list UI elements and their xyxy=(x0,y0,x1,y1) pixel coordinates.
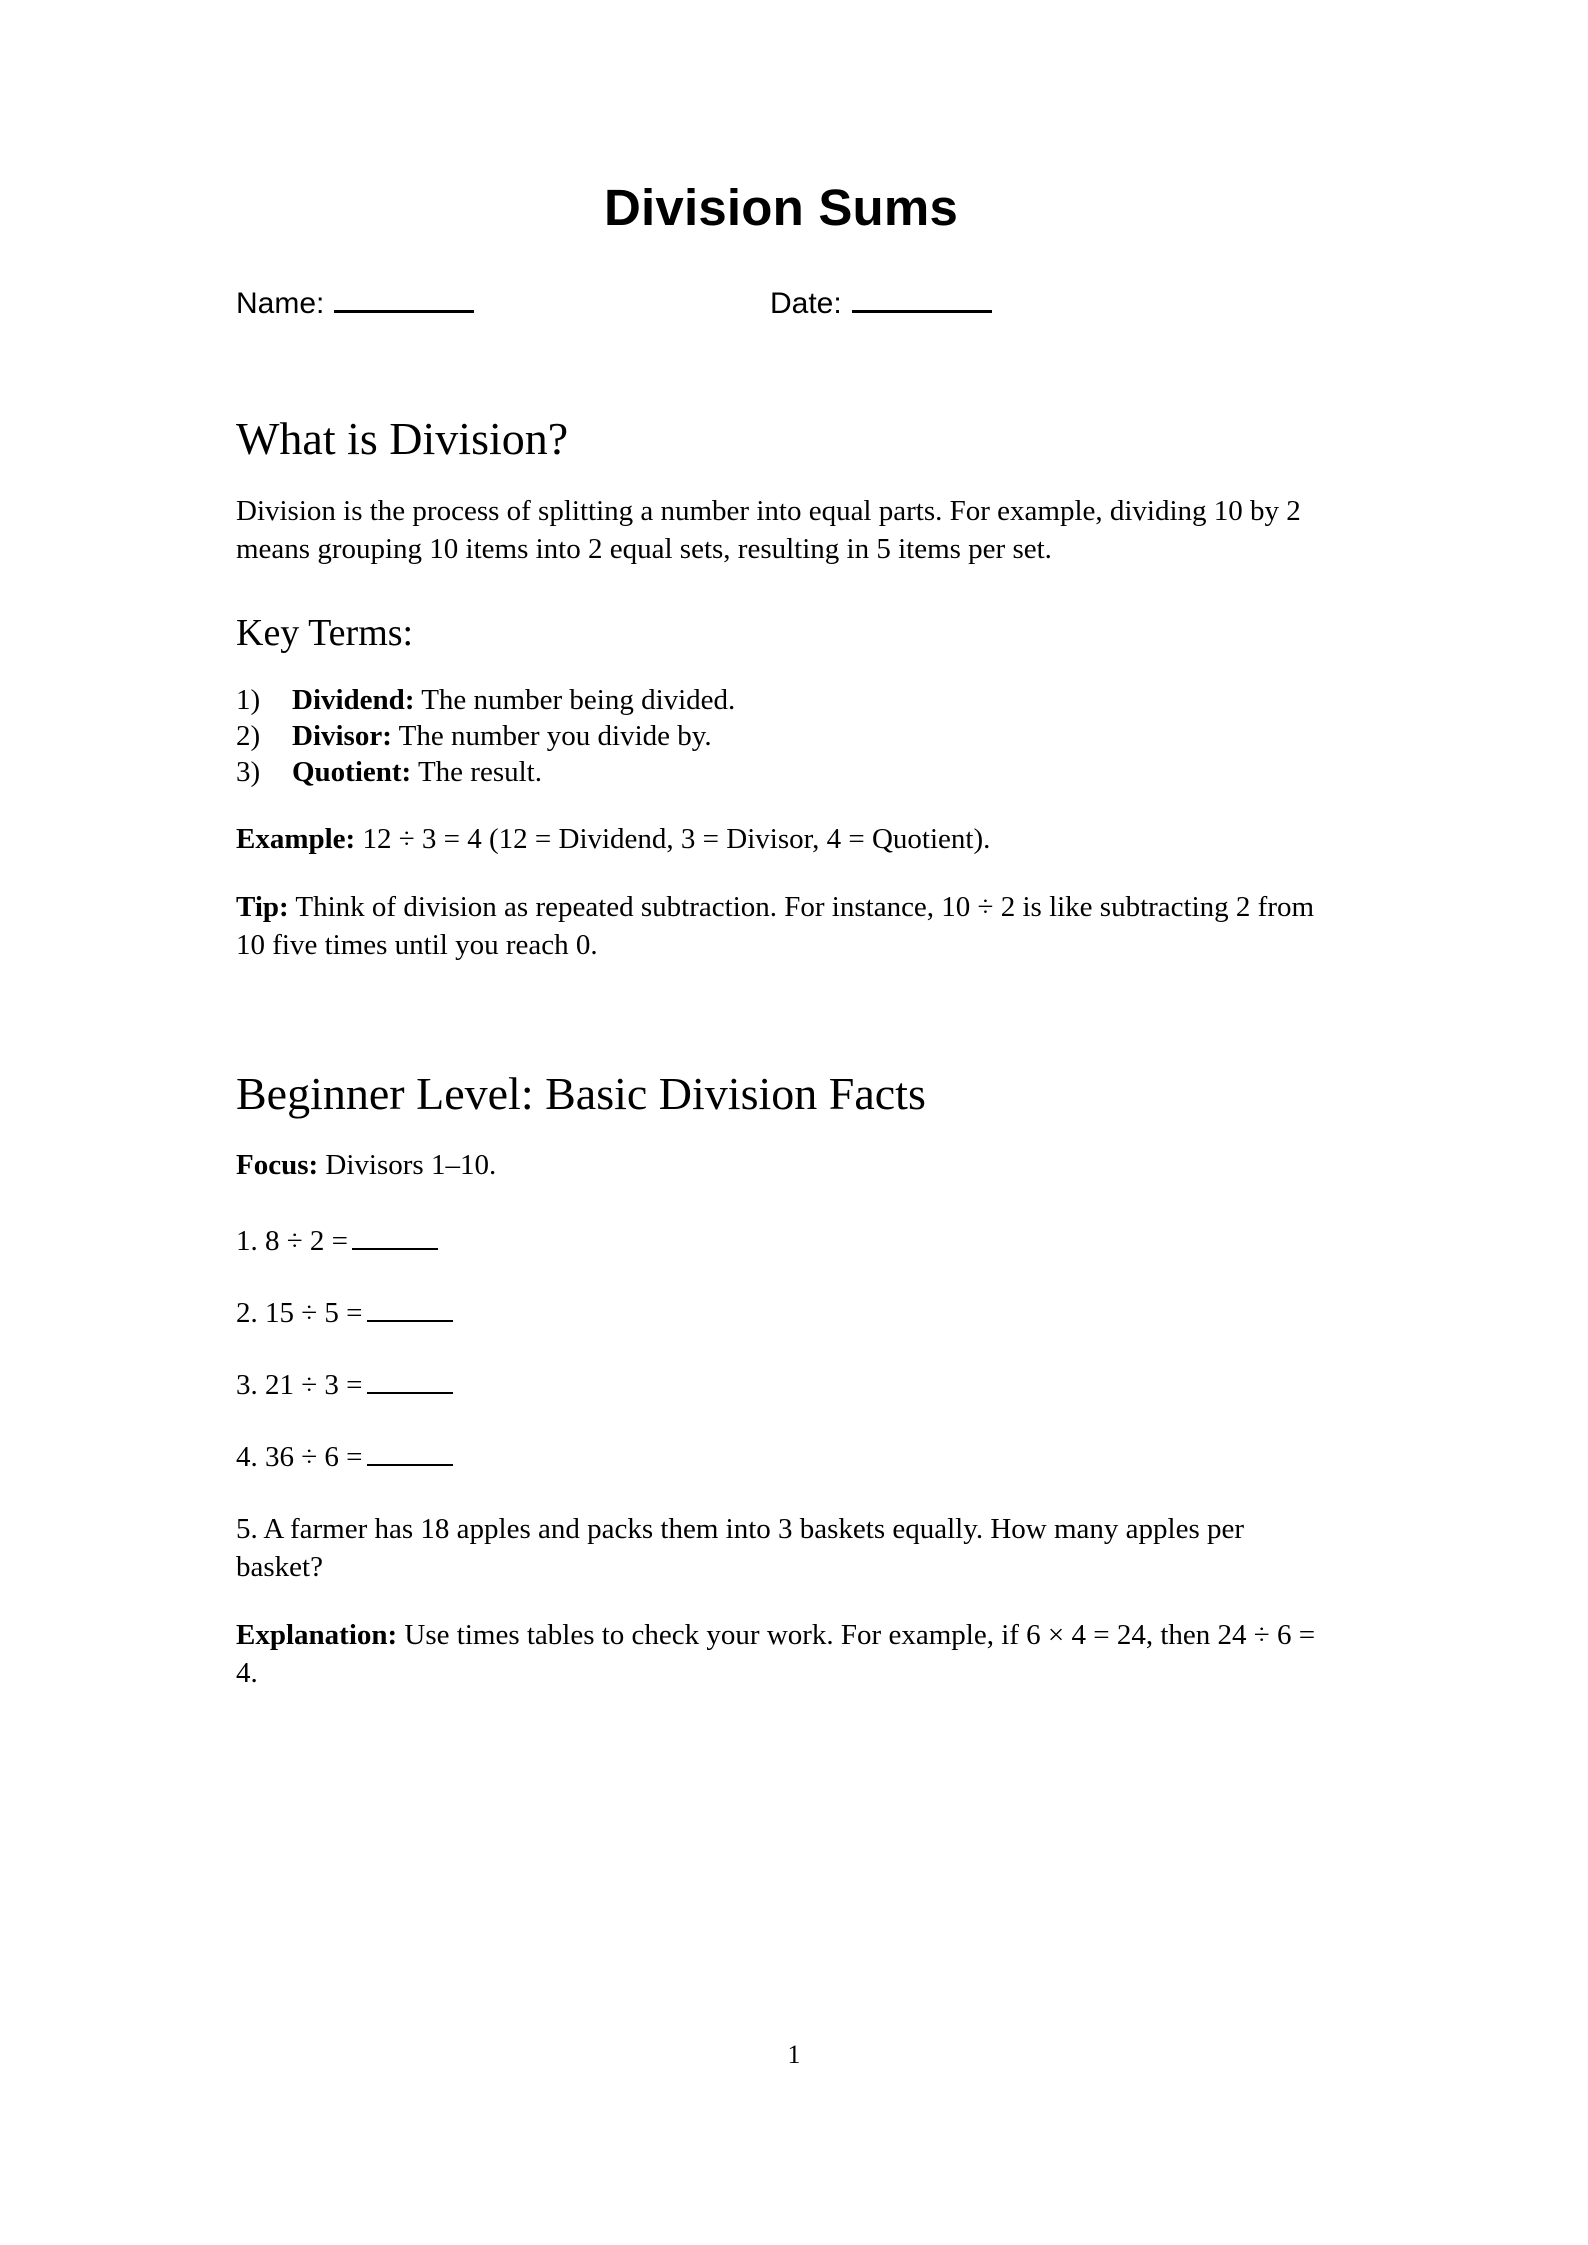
section-heading-what-is-division: What is Division? xyxy=(236,413,569,464)
answer-blank[interactable] xyxy=(367,1374,453,1394)
key-terms-list xyxy=(236,656,1326,790)
problem-text: 15 ÷ 5 = xyxy=(265,1297,363,1330)
key-term-label: Quotient: xyxy=(292,755,412,788)
name-blank-line[interactable] xyxy=(334,290,474,313)
intro-paragraph: Division is the process of splitting a number into equal parts. For example, dividing 10 by 2 means grouping 10 items into 2 equal sets, resulting in 5 items per set. xyxy=(236,494,1301,565)
key-term-definition: The result. xyxy=(417,755,542,788)
problem-number: 4. xyxy=(236,1441,258,1474)
explanation-text: Use times tables to check your work. For example, if 6 × 4 = 24, then 24 ÷ 6 = 4. xyxy=(236,1619,1316,1690)
problem-text: A farmer has 18 apples and packs them into 3 baskets equally. How many apples per basket? xyxy=(236,1513,1245,1584)
content-column xyxy=(236,0,1326,1692)
sub-heading-key-terms: Key Terms: xyxy=(236,611,414,654)
list-item xyxy=(236,718,1326,754)
answer-blank[interactable] xyxy=(352,1230,438,1250)
tip-text: Think of division as repeated subtraction. For instance, 10 ÷ 2 is like subtracting 2 from 10 five times until you reach 0. xyxy=(236,890,1315,961)
example-paragraph xyxy=(236,790,1326,858)
problem-item xyxy=(236,1476,1326,1586)
answer-blank[interactable] xyxy=(367,1446,453,1466)
date-label: Date: xyxy=(770,287,842,320)
list-marker: 1) xyxy=(236,683,261,716)
list-marker: 3) xyxy=(236,755,261,788)
name-field[interactable] xyxy=(236,285,474,323)
key-term-label: Divisor: xyxy=(292,719,392,752)
page-title: Division Sums xyxy=(603,179,959,236)
problem-item xyxy=(236,1332,1326,1404)
problem-number: 3. xyxy=(236,1369,258,1402)
problem-number: 5. xyxy=(236,1513,258,1546)
example-label: Example: xyxy=(236,822,356,855)
explanation-label: Explanation: xyxy=(236,1619,398,1652)
list-item xyxy=(236,682,1326,718)
explanation-paragraph xyxy=(236,1586,1326,1692)
focus-text: Divisors 1–10. xyxy=(325,1149,497,1182)
date-field[interactable] xyxy=(770,285,992,323)
problem-number: 1. xyxy=(236,1225,258,1258)
answer-blank[interactable] xyxy=(367,1302,453,1322)
focus-label: Focus: xyxy=(236,1149,319,1182)
problem-text: 8 ÷ 2 = xyxy=(265,1225,349,1258)
section-heading-beginner-level: Beginner Level: Basic Division Facts xyxy=(236,1067,926,1119)
problem-item xyxy=(236,1404,1326,1476)
page-number-footer: 1 xyxy=(787,2040,801,2069)
problem-text: 36 ÷ 6 = xyxy=(265,1441,363,1474)
key-term-label: Dividend: xyxy=(292,683,415,716)
problem-number: 2. xyxy=(236,1297,258,1330)
tip-label: Tip: xyxy=(236,890,289,923)
date-blank-line[interactable] xyxy=(852,290,992,313)
problem-item xyxy=(236,1260,1326,1332)
tip-paragraph xyxy=(236,858,1326,964)
student-meta-row xyxy=(236,285,1326,331)
name-label: Name: xyxy=(236,287,325,320)
list-marker: 2) xyxy=(236,719,261,752)
key-term-definition: The number you divide by. xyxy=(398,719,712,752)
problem-item xyxy=(236,1184,1326,1260)
focus-paragraph xyxy=(236,1120,1326,1184)
key-term-definition: The number being divided. xyxy=(421,683,736,716)
list-item xyxy=(236,754,1326,790)
example-text: 12 ÷ 3 = 4 (12 = Dividend, 3 = Divisor, 4 = Quotient). xyxy=(362,822,991,855)
problem-text: 21 ÷ 3 = xyxy=(265,1369,363,1402)
